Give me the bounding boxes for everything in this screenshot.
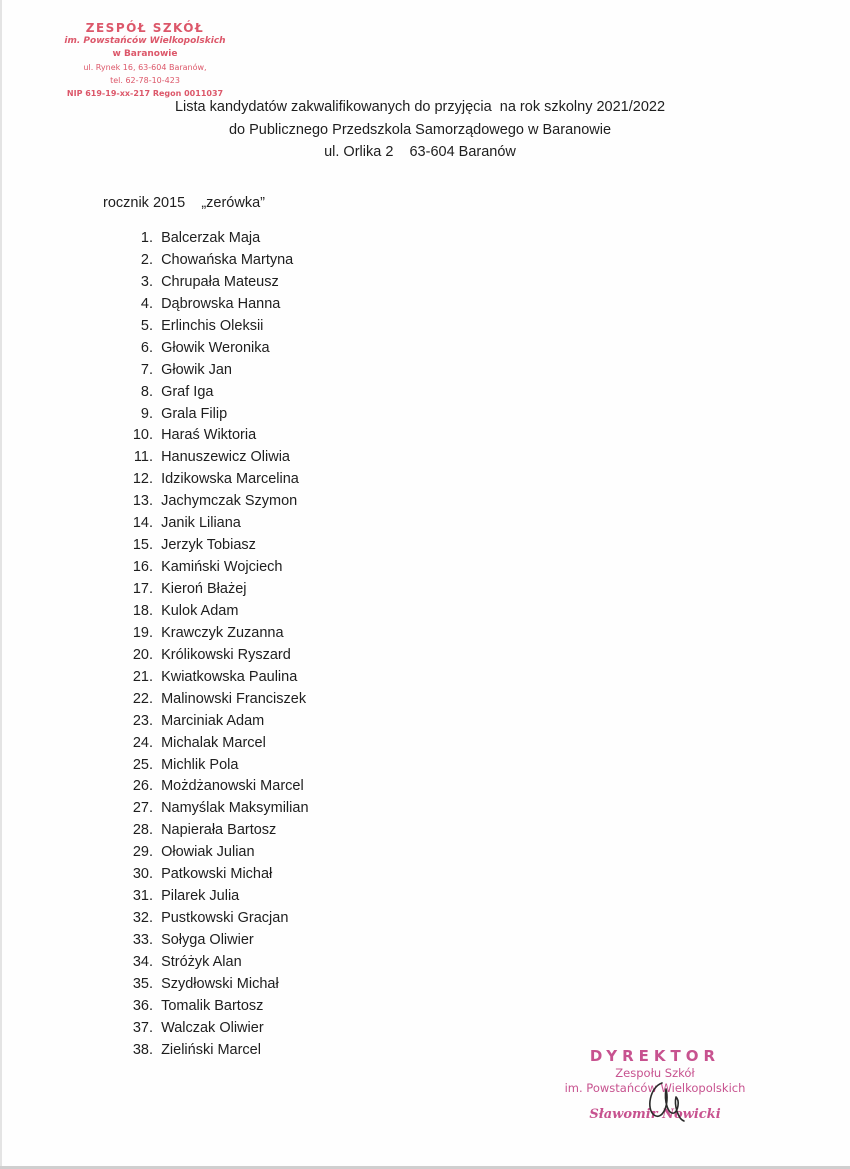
list-item-name: Grala Filip (161, 405, 228, 422)
list-item-name: Patkowski Michał (161, 866, 273, 883)
list-item-number: 22. (132, 690, 153, 707)
list-item (120, 623, 309, 645)
list-item (120, 996, 309, 1018)
school-stamp-line3: w Baranowie (112, 49, 178, 59)
list-item-name: Sołyga Oliwier (161, 932, 254, 948)
list-item-name: Kamiński Wojciech (161, 559, 283, 576)
list-item (120, 864, 309, 886)
list-item-name: Krawczyk Zuzanna (161, 624, 284, 641)
list-item-name: Hanuszewicz Oliwia (161, 449, 290, 466)
list-item (120, 820, 309, 842)
list-item-number: 35. (132, 975, 153, 992)
year-group-heading: rocznik 2015 „zerówka” (103, 195, 265, 211)
list-item-number: 13. (132, 493, 153, 510)
list-item-name: Marciniak Adam (161, 712, 265, 729)
list-item-name: Erlinchis Oleksii (161, 317, 264, 334)
list-item (120, 360, 309, 382)
list-item-number: 25. (132, 756, 153, 773)
list-item (120, 1018, 309, 1040)
list-item-number: 27. (132, 800, 153, 817)
list-item-number: 14. (132, 515, 153, 532)
list-item-name: Głowik Weronika (161, 339, 270, 356)
list-item (120, 733, 309, 755)
list-item-name: Idzikowska Marcelina (161, 471, 299, 488)
list-item (120, 842, 309, 864)
list-item-number: 36. (132, 997, 153, 1014)
document-header (100, 96, 740, 164)
list-item (120, 908, 309, 930)
list-item-number: 20. (132, 646, 153, 663)
list-item-number: 24. (132, 734, 153, 751)
scan-edge-left (0, 0, 2, 1169)
list-item-number: 11. (133, 449, 153, 466)
list-item-number: 19. (132, 624, 153, 641)
list-item-number: 26. (132, 778, 153, 795)
list-item-number: 18. (132, 602, 153, 619)
list-item-number: 4. (140, 295, 153, 312)
list-item-number: 29. (132, 844, 153, 861)
director-stamp-title: DYREKTOR (589, 1047, 721, 1065)
director-stamp-line2: Zespołu Szkół (615, 1066, 695, 1080)
list-item (120, 338, 309, 360)
list-item-name: Walczak Oliwier (161, 1019, 264, 1036)
list-item-name: Napierała Bartosz (161, 822, 277, 839)
list-item (120, 535, 309, 557)
list-item-name: Malinowski Franciszek (161, 690, 307, 707)
list-item-name: Dąbrowska Hanna (161, 295, 281, 312)
list-item-number: 33. (132, 932, 153, 948)
list-item (120, 382, 309, 404)
list-item-number: 16. (132, 559, 153, 576)
list-item-name: Balcerzak Maja (161, 230, 261, 246)
list-item (120, 491, 309, 513)
list-item-number: 32. (132, 910, 153, 927)
list-item-name: Graf Iga (161, 383, 214, 400)
school-stamp-line4: ul. Rynek 16, 63-604 Baranów, (83, 63, 207, 72)
list-item (120, 228, 309, 250)
candidate-list (120, 228, 309, 1062)
list-item-name: Haraś Wiktoria (161, 427, 257, 444)
list-item (120, 886, 309, 908)
list-item (120, 425, 309, 447)
list-item-number: 37. (132, 1019, 153, 1036)
list-item-number: 6. (140, 339, 153, 356)
list-item-name: Królikowski Ryszard (161, 646, 291, 663)
list-item (120, 645, 309, 667)
list-item (120, 798, 309, 820)
list-item-number: 12. (132, 471, 153, 488)
list-item-name: Pilarek Julia (161, 888, 240, 905)
header-title: Lista kandydatów zakwalifikowanych do przyjęcia na rok szkolny 2021/2022 (174, 99, 666, 115)
list-item-name: Michalak Marcel (161, 734, 266, 751)
list-item-number: 34. (132, 953, 153, 970)
list-item-number: 23. (132, 712, 153, 729)
list-item-number: 2. (140, 251, 153, 268)
handwritten-signature (640, 1075, 690, 1125)
list-item (120, 952, 309, 974)
list-item-name: Jachymczak Szymon (161, 493, 298, 510)
list-item (120, 513, 309, 535)
list-item-name: Michlik Pola (161, 756, 239, 773)
school-stamp-line2: im. Powstańców Wielkopolskich (64, 36, 226, 46)
list-item-name: Pustkowski Gracjan (161, 910, 289, 927)
list-item-name: Ołowiak Julian (161, 844, 255, 861)
list-item-name: Janik Liliana (161, 515, 241, 532)
director-stamp-name: Sławomir Nowicki (589, 1107, 721, 1122)
list-item (120, 469, 309, 491)
list-item-name: Kieroń Błażej (161, 581, 247, 597)
list-item-number: 17. (132, 581, 153, 597)
list-item (120, 447, 309, 469)
list-item-number: 3. (140, 273, 153, 290)
list-item-name: Szydłowski Michał (161, 975, 279, 992)
list-item (120, 601, 309, 623)
list-item-number: 7. (140, 361, 153, 378)
list-item-number: 8. (140, 383, 153, 400)
list-item (120, 776, 309, 798)
list-item-number: 30. (132, 866, 153, 883)
school-stamp-line1: ZESPÓŁ SZKÓŁ (85, 21, 205, 35)
list-item (120, 272, 309, 294)
list-item-number: 38. (132, 1041, 153, 1058)
school-stamp (50, 22, 240, 100)
list-item (120, 1040, 309, 1062)
school-stamp-line6: NIP 619-19-xx-217 Regon 0011037 (66, 89, 224, 98)
list-item (120, 667, 309, 689)
list-item (120, 579, 309, 601)
director-stamp-line3: im. Powstańców Wielkopolskich (564, 1081, 746, 1095)
school-stamp-line5: tel. 62-78-10-423 (110, 76, 180, 85)
header-address: ul. Orlika 2 63-604 Baranów (324, 144, 516, 160)
list-item-name: Chrupała Mateusz (161, 273, 279, 290)
list-item-number: 31. (132, 888, 153, 905)
list-item-name: Stróżyk Alan (161, 953, 242, 970)
list-item-name: Kulok Adam (161, 602, 239, 619)
list-item-number: 9. (140, 405, 153, 422)
list-item-name: Tomalik Bartosz (161, 997, 264, 1014)
list-item-name: Głowik Jan (161, 361, 232, 378)
list-item (120, 755, 309, 777)
list-item-number: 28. (132, 822, 153, 839)
list-item (120, 974, 309, 996)
list-item (120, 404, 309, 426)
list-item (120, 689, 309, 711)
list-item (120, 711, 309, 733)
list-item (120, 316, 309, 338)
list-item (120, 557, 309, 579)
list-item (120, 294, 309, 316)
list-item (120, 930, 309, 952)
list-item-name: Zieliński Marcel (161, 1041, 261, 1058)
list-item-name: Namyślak Maksymilian (161, 800, 309, 817)
list-item-name: Jerzyk Tobiasz (161, 537, 256, 554)
list-item-number: 5. (140, 317, 153, 334)
list-item-number: 10. (132, 427, 153, 444)
header-institution: do Publicznego Przedszkola Samorządowego w Baranowie (228, 121, 612, 138)
list-item-number: 21. (132, 668, 153, 685)
list-item-number: 15. (132, 537, 153, 554)
list-item-name: Chowańska Martyna (161, 251, 294, 268)
list-item-number: 1. (140, 230, 153, 246)
list-item (120, 250, 309, 272)
list-item-name: Kwiatkowska Paulina (161, 668, 298, 685)
list-item-name: Możdżanowski Marcel (161, 778, 304, 795)
